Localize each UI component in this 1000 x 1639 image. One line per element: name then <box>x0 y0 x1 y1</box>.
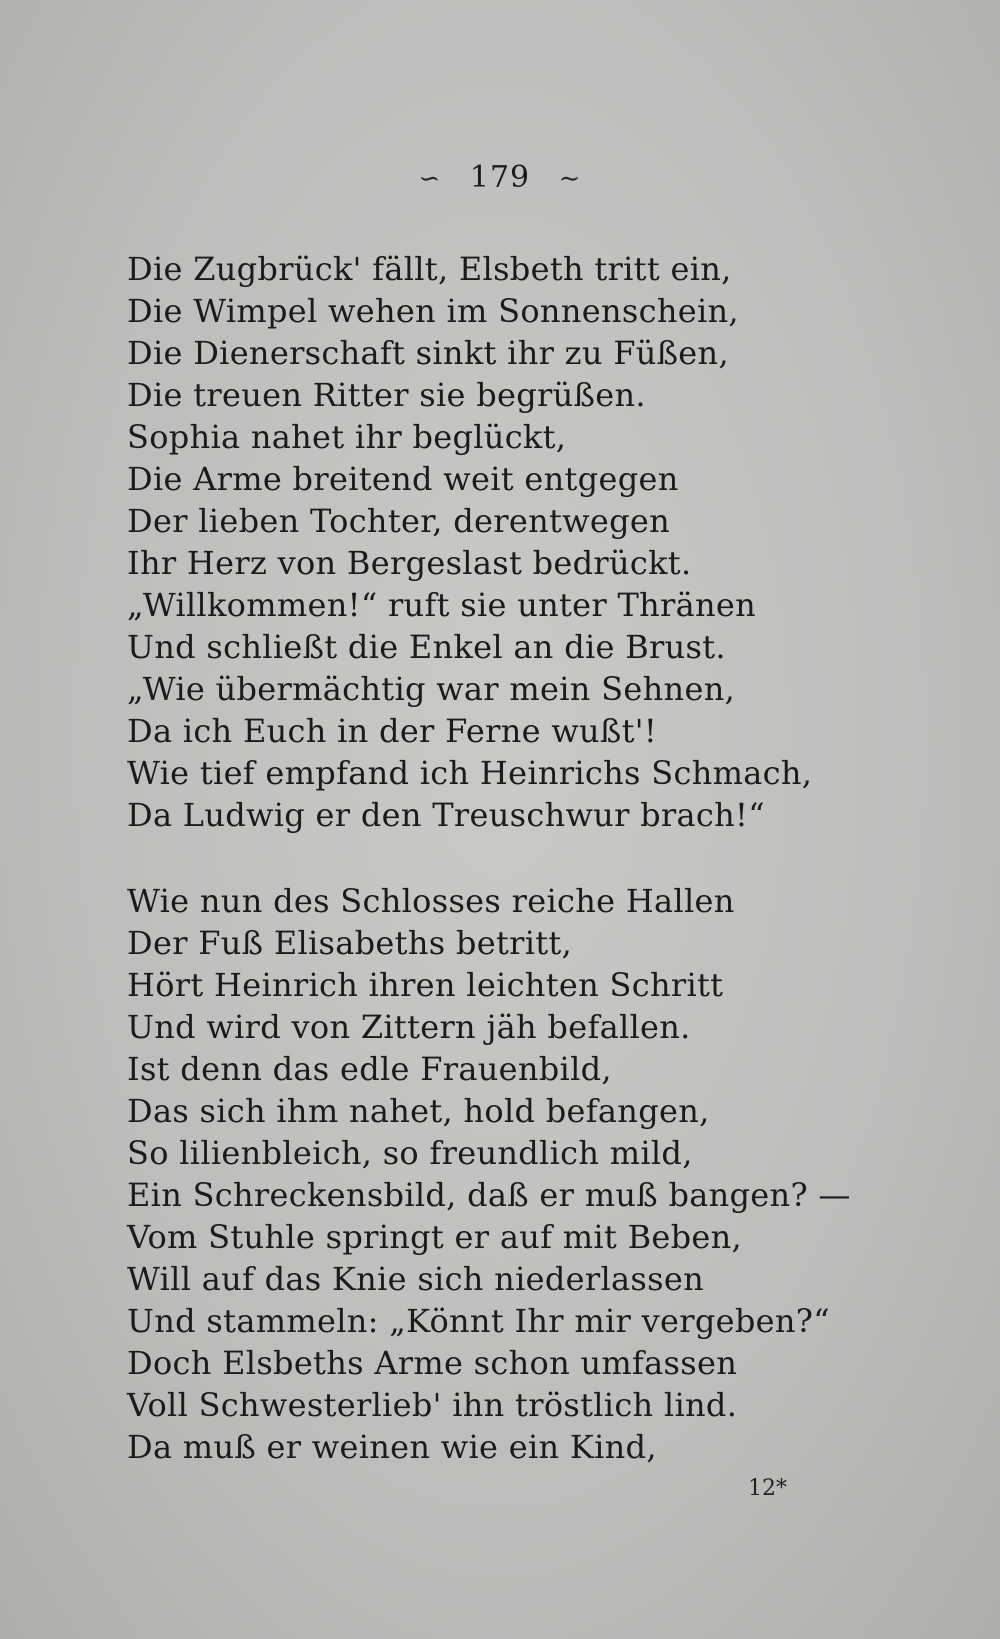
page-number: 179 <box>469 160 531 195</box>
verse-line: „Wie übermächtig war mein Sehnen, <box>127 670 736 708</box>
verse-line: Hört Heinrich ihren leichten Schritt <box>127 966 724 1004</box>
signature-mark: 12* <box>748 1476 787 1501</box>
verse-line: Die Dienerschaft sinkt ihr zu Füßen, <box>127 334 729 372</box>
ornament-left-icon: ∽ <box>418 164 442 194</box>
verse-line: Sophia nahet ihr beglückt, <box>127 418 567 456</box>
verse-line: „Willkommen!“ ruft sie unter Thränen <box>127 586 757 624</box>
verse-line: Die Zugbrück' fällt, Elsbeth tritt ein, <box>127 250 732 288</box>
verse-line: Die treuen Ritter sie begrüßen. <box>127 376 646 414</box>
verse-line: Das sich ihm nahet, hold befangen, <box>127 1092 710 1130</box>
verse-line: Voll Schwesterlieb' ihn tröstlich lind. <box>127 1386 738 1424</box>
verse-line: Der Fuß Elisabeths betritt, <box>127 924 573 962</box>
verse-line: Ein Schreckensbild, daß er muß bangen? — <box>127 1176 851 1214</box>
verse-line: Da ich Euch in der Ferne wußt'! <box>127 712 658 750</box>
verse-line: So lilienbleich, so freundlich mild, <box>127 1134 693 1172</box>
stanza-2 <box>127 880 851 1468</box>
stanza-1 <box>127 248 812 836</box>
verse-line: Wie nun des Schlosses reiche Hallen <box>127 882 735 920</box>
verse-line: Will auf das Knie sich niederlassen <box>127 1260 704 1298</box>
verse-line: Und stammeln: „Könnt Ihr mir vergeben?“ <box>127 1302 830 1340</box>
verse-line: Doch Elsbeths Arme schon umfassen <box>127 1344 738 1382</box>
page-header <box>0 160 1000 195</box>
verse-line: Die Arme breitend weit entgegen <box>127 460 679 498</box>
verse-line: Wie tief empfand ich Heinrichs Schmach, <box>127 754 813 792</box>
verse-line: Da muß er weinen wie ein Kind, <box>127 1428 657 1466</box>
verse-line: Und wird von Zittern jäh befallen. <box>127 1008 691 1046</box>
verse-line: Der lieben Tochter, derentwegen <box>127 502 671 540</box>
verse-line: Die Wimpel wehen im Sonnenschein, <box>127 292 739 330</box>
verse-line: Ihr Herz von Bergeslast bedrückt. <box>127 544 692 582</box>
verse-line: Da Ludwig er den Treuschwur brach!“ <box>127 796 765 834</box>
verse-line: Vom Stuhle springt er auf mit Beben, <box>127 1218 743 1256</box>
verse-line: Ist denn das edle Frauenbild, <box>127 1050 612 1088</box>
ornament-right-icon: ∼ <box>558 164 582 194</box>
verse-line: Und schließt die Enkel an die Brust. <box>127 628 726 666</box>
